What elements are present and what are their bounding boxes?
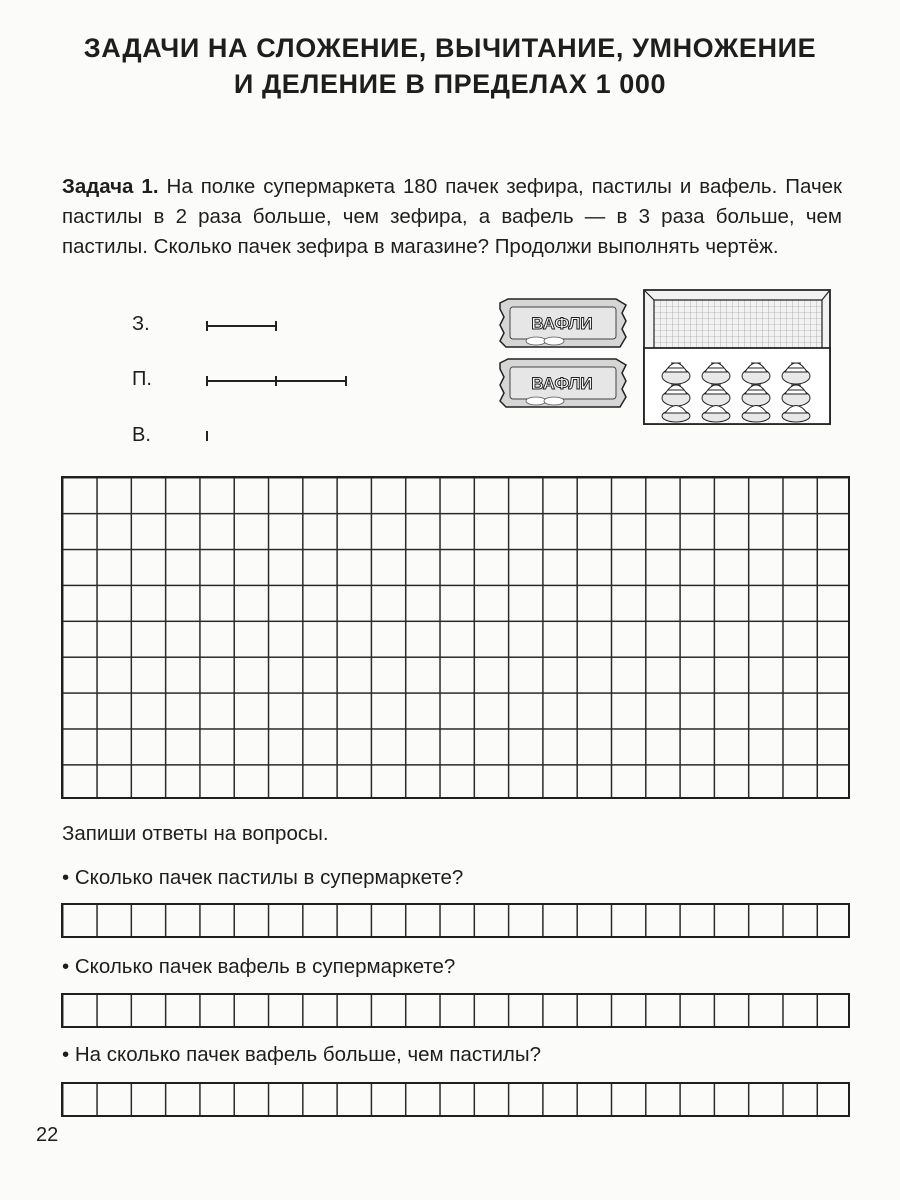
answer-strip-2[interactable] [61,993,850,1028]
marshmallow-box-icon [636,288,836,428]
wafer-label-2: ВАФЛИ [531,374,593,393]
wafer-pack-bottom [500,359,626,407]
title-line-2: И ДЕЛЕНИЕ В ПРЕДЕЛАХ 1 000 [233,69,667,99]
title-line-1: ЗАДАЧИ НА СЛОЖЕНИЕ, ВЫЧИТАНИЕ, УМНОЖЕНИЕ [83,33,817,63]
segment-label-z: З. [132,313,150,335]
question-2: • Сколько пачек вафель в супермаркете? [62,955,456,978]
task-text [62,172,842,262]
questions-intro: Запиши ответы на вопросы. [62,822,329,845]
task-body: На полке супермаркета 180 пачек зефира, пастилы и вафель. Пачек пастилы в 2 раза больше, чем зефира, а вафель — в 3 раза больше, чем пастилы. Сколько пачек зефира в магазине? Продолжи выполнять чертёж. [62,175,843,258]
wafer-pack-top [500,299,626,347]
solution-grid[interactable] [61,476,850,799]
task-label: Задача 1. [62,175,159,198]
page-number: 22 [36,1124,59,1146]
page-title [40,30,860,102]
wafer-label-1: ВАФЛИ [531,314,593,333]
answer-strip-3[interactable] [61,1082,850,1117]
wafer-pack-icon [496,297,630,409]
segment-label-v: В. [132,424,151,446]
answer-strip-1[interactable] [61,903,850,938]
segment-label-p: П. [132,368,152,390]
question-1: • Сколько пачек пастилы в супермаркете? [62,866,464,889]
question-3: • На сколько пачек вафель больше, чем пастилы? [62,1043,542,1066]
